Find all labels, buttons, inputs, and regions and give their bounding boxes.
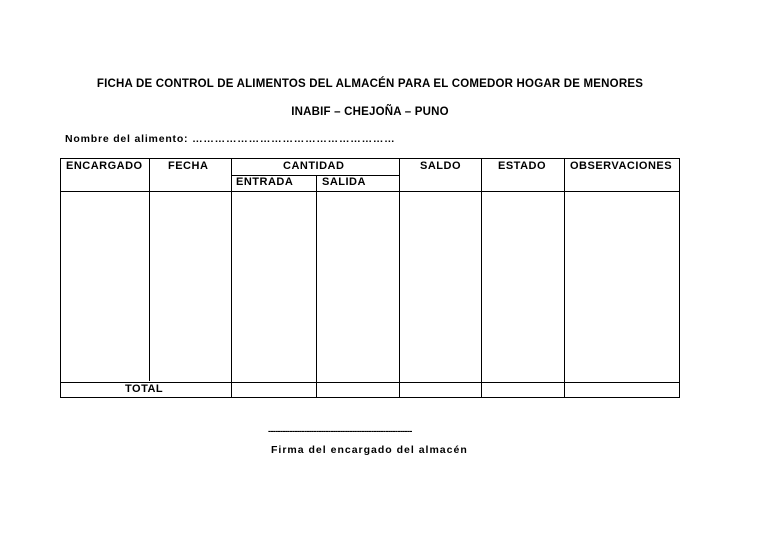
column-divider	[231, 159, 232, 397]
signature-line: ------------------------------------------------------------	[268, 426, 412, 436]
column-divider	[399, 159, 400, 397]
column-divider	[564, 159, 565, 397]
document-subtitle: INABIF – CHEJOÑA – PUNO	[291, 106, 449, 118]
column-divider	[149, 159, 150, 381]
signature-label: Firma del encargado del almacén	[271, 444, 468, 456]
header-observaciones: OBSERVACIONES	[570, 160, 673, 172]
header-bottom-divider	[61, 191, 679, 192]
header-encargado: ENCARGADO	[66, 160, 143, 172]
document-title: FICHA DE CONTROL DE ALIMENTOS DEL ALMACÉN PARA EL COMEDOR HOGAR DE MENORES	[96, 78, 644, 90]
total-label: TOTAL	[125, 383, 164, 395]
food-name-field: Nombre del alimento: ………………………………………………	[65, 133, 396, 145]
header-entrada: ENTRADA	[236, 176, 294, 188]
header-salida: SALIDA	[322, 176, 366, 188]
header-fecha: FECHA	[168, 160, 209, 172]
column-divider	[316, 175, 317, 397]
header-saldo: SALDO	[420, 160, 461, 172]
column-divider	[481, 159, 482, 397]
control-table	[60, 158, 680, 398]
header-cantidad: CANTIDAD	[283, 160, 345, 172]
header-estado: ESTADO	[498, 160, 547, 172]
